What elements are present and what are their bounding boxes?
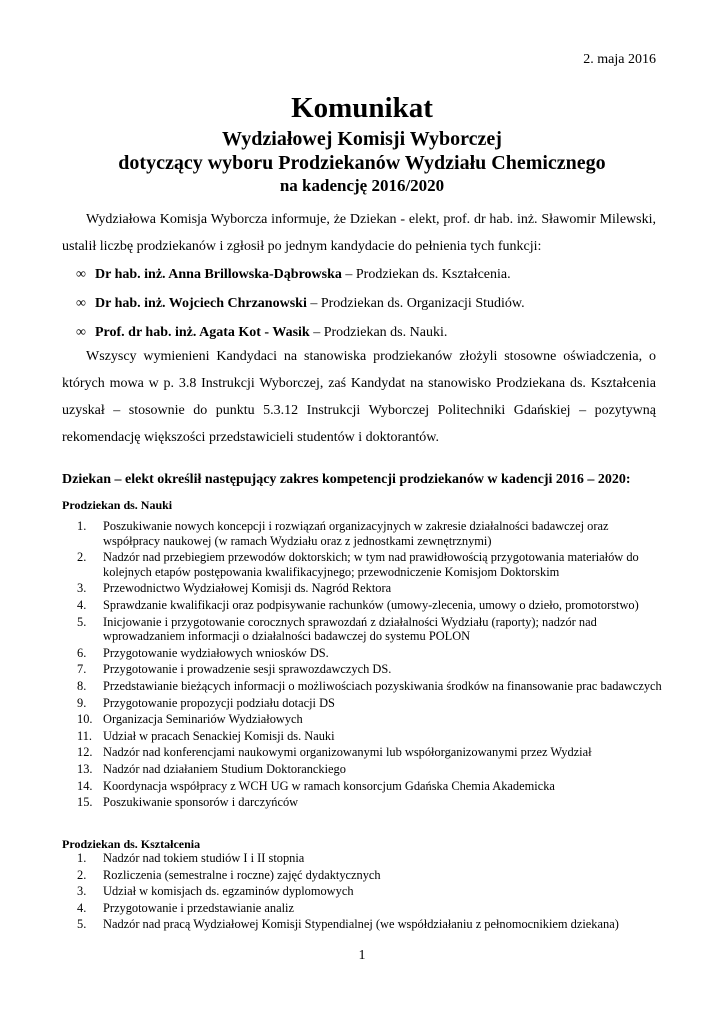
candidate-role: – Prodziekan ds. Kształcenia. (341, 267, 511, 282)
list-number: 2. (77, 550, 87, 565)
list-number: 9. (77, 695, 87, 710)
list-item (77, 900, 663, 916)
list-text: Nadzór nad działaniem Studium Doktoranckiego (103, 761, 346, 776)
list-item (77, 597, 663, 613)
section-title-research: Prodziekan ds. Nauki (62, 498, 173, 512)
list-text: Nadzór nad przebiegiem przewodów doktorskich; w tym nad prawidłowością przygotowania materiałów do kolejnych etapów postępowania kwalifikacyjnego; przewodniczenie Komisjom Doktorskim (103, 550, 639, 579)
list-number: 4. (77, 900, 87, 915)
list-item (77, 519, 663, 548)
list-text: Przygotowanie propozycji podziału dotacji DS (103, 695, 335, 710)
list-number: 6. (77, 645, 87, 660)
document-date: 2. maja 2016 (583, 52, 656, 67)
list-text: Udział w komisjach ds. egzaminów dyplomowych (103, 884, 354, 899)
list-item (77, 662, 663, 677)
list-item (77, 712, 663, 727)
list-item (77, 581, 663, 596)
list-text: Sprawdzanie kwalifikacji oraz podpisywanie rachunków (umowy-zlecenia, umowy o dzieło, promotorstwo) (103, 597, 639, 612)
list-item (77, 645, 663, 661)
list-number: 3. (77, 581, 87, 596)
candidate-name: Prof. dr hab. inż. Agata Kot - Wasik (95, 325, 310, 340)
list-number: 1. (77, 519, 87, 533)
list-text: Organizacja Seminariów Wydziałowych (103, 712, 303, 727)
list-item (77, 851, 663, 866)
list-item (77, 728, 663, 744)
candidate-role: – Prodziekan ds. Nauki. (309, 325, 448, 340)
list-text: Koordynacja współpracy z WCH UG w ramach konsorcjum Gdańska Chemia Akademicka (103, 778, 555, 793)
candidate-list (76, 260, 656, 347)
list-item (77, 778, 663, 794)
list-number: 2. (77, 867, 87, 882)
candidate-name: Dr hab. inż. Anna Brillowska-Dąbrowska (95, 267, 342, 282)
list-item (77, 917, 663, 932)
document-subtitle-committee: Wydziałowej Komisji Wyborczej (222, 128, 502, 150)
list-number: 15. (77, 795, 93, 810)
list-number: 11. (77, 728, 93, 743)
list-text: Poszukiwanie nowych koncepcji i rozwiązań organizacyjnych w zakresie działalności badawczej oraz współpracy naukowej (w ramach Wydziału oraz z jednostkami zewnętrznymi) (103, 519, 609, 548)
list-item (77, 761, 663, 777)
infinity-bullet-icon: ∞ (76, 325, 86, 340)
list-item (77, 678, 663, 694)
list-number: 5. (77, 614, 87, 629)
list-text: Rozliczenia (semestralne i roczne) zajęć dydaktycznych (103, 867, 381, 882)
list-text: Nadzór nad pracą Wydziałowej Komisji Stypendialnej (we współdziałaniu z pełnomocnikiem dziekana) (103, 917, 619, 932)
document-title: Komunikat (291, 92, 433, 124)
list-item (77, 795, 663, 810)
candidate-name: Dr hab. inż. Wojciech Chrzanowski (95, 296, 307, 311)
list-text: Poszukiwanie sponsorów i darczyńców (103, 795, 299, 810)
list-text: Przedstawianie bieżących informacji o możliwościach pozyskiwania środków na finansowanie prac badawczych (103, 678, 662, 693)
list-number: 12. (77, 745, 93, 760)
list-text: Nadzór nad tokiem studiów I i II stopnia (103, 851, 305, 865)
document-subtitle-term: na kadencję 2016/2020 (279, 176, 445, 195)
list-number: 14. (77, 778, 93, 793)
list-item (77, 745, 663, 760)
document-subtitle-subject: dotyczący wyboru Prodziekanów Wydziału Chemicznego (118, 152, 606, 174)
list-item (77, 550, 663, 579)
infinity-bullet-icon: ∞ (76, 267, 86, 282)
declarations-paragraph: Wszyscy wymienieni Kandydaci na stanowiska prodziekanów złożyli stosowne oświadczenia, o których mowa w p. 3.8 Instrukcji Wyborczej, zaś Kandydat na stanowisko Prodziekana ds. Kształcenia uzyskał – stosownie do punktu 5.3.12 Instrukcji Wyborczej Politechniki Gdańskiej – pozytywną rekomendację większości przedstawicieli studentów i doktorantów. (62, 349, 656, 445)
list-number: 13. (77, 761, 93, 776)
list-text: Inicjowanie i przygotowanie corocznych sprawozdań z działalności Wydziału (raporty); nadzór nad wprowadzaniem informacji o działalności badawczej do systemu POLON (103, 614, 597, 644)
list-number: 8. (77, 678, 87, 693)
list-text: Nadzór nad konferencjami naukowymi organizowanymi lub współorganizowanymi przez Wydział (103, 745, 592, 760)
list-number: 3. (77, 884, 87, 899)
candidate-item (76, 260, 656, 289)
list-text: Przygotowanie i przedstawianie analiz (103, 900, 294, 915)
list-number: 4. (77, 597, 87, 612)
list-text: Przewodnictwo Wydziałowej Komisji ds. Nagród Rektora (103, 581, 392, 596)
list-text: Przygotowanie wydziałowych wniosków DS. (103, 645, 329, 660)
list-text: Przygotowanie i prowadzenie sesji sprawozdawczych DS. (103, 662, 392, 677)
list-item (77, 695, 663, 711)
candidate-role: – Prodziekan ds. Organizacji Studiów. (306, 296, 525, 311)
intro-paragraph: Wydziałowa Komisja Wyborcza informuje, że Dziekan - elekt, prof. dr hab. inż. Sławomir Milewski, ustalił liczbę prodziekanów i zgłosił po jednym kandydacie do pełnienia tych funkcji: (62, 212, 656, 254)
list-text: Udział w pracach Senackiej Komisji ds. Nauki (103, 728, 335, 743)
list-number: 5. (77, 917, 87, 932)
list-item (77, 867, 663, 883)
list-number: 10. (77, 712, 93, 727)
section-title-education: Prodziekan ds. Kształcenia (62, 837, 201, 851)
education-duties-list (77, 851, 663, 934)
infinity-bullet-icon: ∞ (76, 296, 86, 311)
list-number: 7. (77, 662, 87, 677)
candidate-item (76, 289, 656, 318)
list-number: 1. (77, 851, 87, 865)
list-item (77, 884, 663, 899)
research-duties-list (77, 519, 663, 812)
page-number: 1 (358, 948, 366, 963)
list-item (77, 614, 663, 644)
competence-heading: Dziekan – elekt określił następujący zakres kompetencji prodziekanów w kadencji 2016 – 2020: (62, 472, 631, 487)
